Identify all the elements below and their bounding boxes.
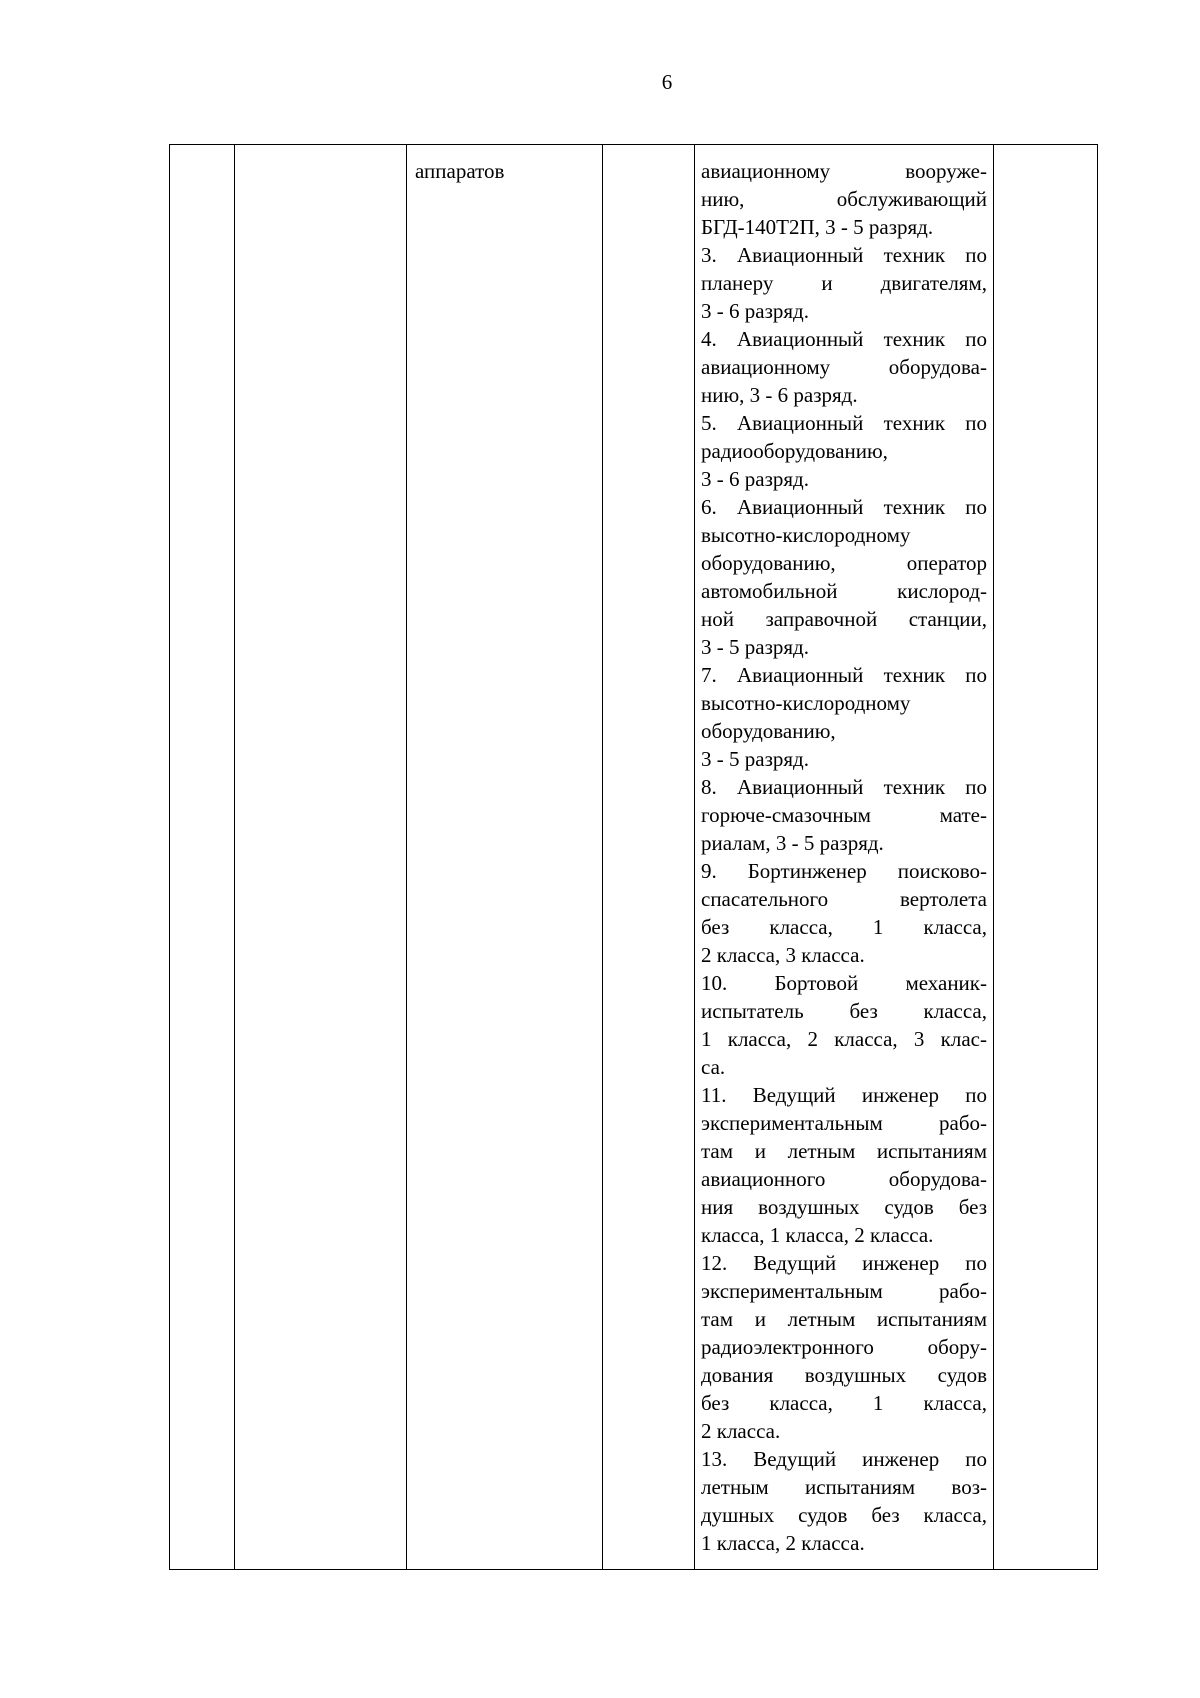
cell-text-line: ния воздушных судов без (701, 1195, 987, 1219)
table-cell-col3 (407, 145, 603, 1570)
page-number: 6 (661, 70, 673, 94)
cell-text-line: 7. Авиационный техник по (701, 663, 987, 687)
table-cell-col1 (170, 145, 235, 1570)
cell-text-line: оборудованию, оператор (701, 551, 987, 575)
cell-text-line: 3 - 6 разряд. (701, 299, 809, 323)
cell-text-line: там и летным испытаниям (701, 1307, 987, 1331)
cell-text-line: дования воздушных судов (701, 1363, 987, 1387)
cell-text-line: испытатель без класса, (701, 999, 987, 1023)
cell-text-line: экспериментальным рабо- (701, 1279, 987, 1303)
cell-text-line: 2 класса. (701, 1419, 781, 1443)
cell-text-line: автомобильной кислород- (701, 579, 987, 603)
cell-text-line: летным испытаниям воз- (701, 1475, 987, 1499)
cell-text-line: высотно-кислородному (701, 523, 911, 547)
document-table (169, 144, 1098, 1570)
cell-text-line: без класса, 1 класса, (701, 915, 987, 939)
cell-text-line: радиооборудованию, (701, 439, 888, 463)
cell-text-line: нию, 3 - 6 разряд. (701, 383, 858, 407)
cell-text-line: 9. Бортинженер поисково- (701, 859, 987, 883)
cell-text-line: 3 - 5 разряд. (701, 635, 809, 659)
cell-text-line: высотно-кислородному (701, 691, 911, 715)
cell-text-line: 3 - 6 разряд. (701, 467, 809, 491)
table-cell-col6 (994, 145, 1098, 1570)
cell-text-col5 (695, 145, 993, 1569)
cell-text-line: 1 класса, 2 класса, 3 клас- (701, 1027, 987, 1051)
cell-text-line: экспериментальным рабо- (701, 1111, 987, 1135)
cell-text-line: горюче-смазочным мате- (701, 803, 987, 827)
cell-text-line: авиационного оборудова- (701, 1167, 987, 1191)
cell-text-line: 13. Ведущий инженер по (701, 1447, 987, 1471)
cell-text-line: 3 - 5 разряд. (701, 747, 809, 771)
cell-text-line: 5. Авиационный техник по (701, 411, 987, 435)
cell-text-line: ной заправочной станции, (701, 607, 987, 631)
cell-text-line: без класса, 1 класса, (701, 1391, 987, 1415)
cell-text-line: спасательного вертолета (701, 887, 987, 911)
cell-text-line: са. (701, 1055, 726, 1079)
cell-text-line: авиационному вооруже- (701, 159, 987, 183)
cell-text-line: БГД-140Т2П, 3 - 5 разряд. (701, 215, 934, 239)
table-cell-col2 (235, 145, 407, 1570)
cell-text-line: там и летным испытаниям (701, 1139, 987, 1163)
cell-text-line: душных судов без класса, (701, 1503, 987, 1527)
cell-text-line: 4. Авиационный техник по (701, 327, 987, 351)
cell-text-line: оборудованию, (701, 719, 836, 743)
cell-text-line: 11. Ведущий инженер по (701, 1083, 987, 1107)
cell-text-line: класса, 1 класса, 2 класса. (701, 1223, 934, 1247)
cell-text-line: радиоэлектронного обору- (701, 1335, 987, 1359)
cell-text-line: планеру и двигателям, (701, 271, 987, 295)
cell-text-line: 8. Авиационный техник по (701, 775, 987, 799)
cell-text-line: авиационному оборудова- (701, 355, 987, 379)
cell-text-line: 2 класса, 3 класса. (701, 943, 865, 967)
table-cell-col5 (695, 145, 994, 1570)
cell-text-line: 6. Авиационный техник по (701, 495, 987, 519)
cell-text-line: 10. Бортовой механик- (701, 971, 987, 995)
cell-text-line: нию, обслуживающий (701, 187, 987, 211)
cell-text-line: 12. Ведущий инженер по (701, 1251, 987, 1275)
table-row (170, 145, 1098, 1570)
cell-text-line: 1 класса, 2 класса. (701, 1531, 865, 1555)
cell-text-line: риалам, 3 - 5 разряд. (701, 831, 884, 855)
cell-text-line: 3. Авиационный техник по (701, 243, 987, 267)
table-cell-col4 (603, 145, 695, 1570)
cell-text-col3: аппаратов (415, 159, 505, 183)
